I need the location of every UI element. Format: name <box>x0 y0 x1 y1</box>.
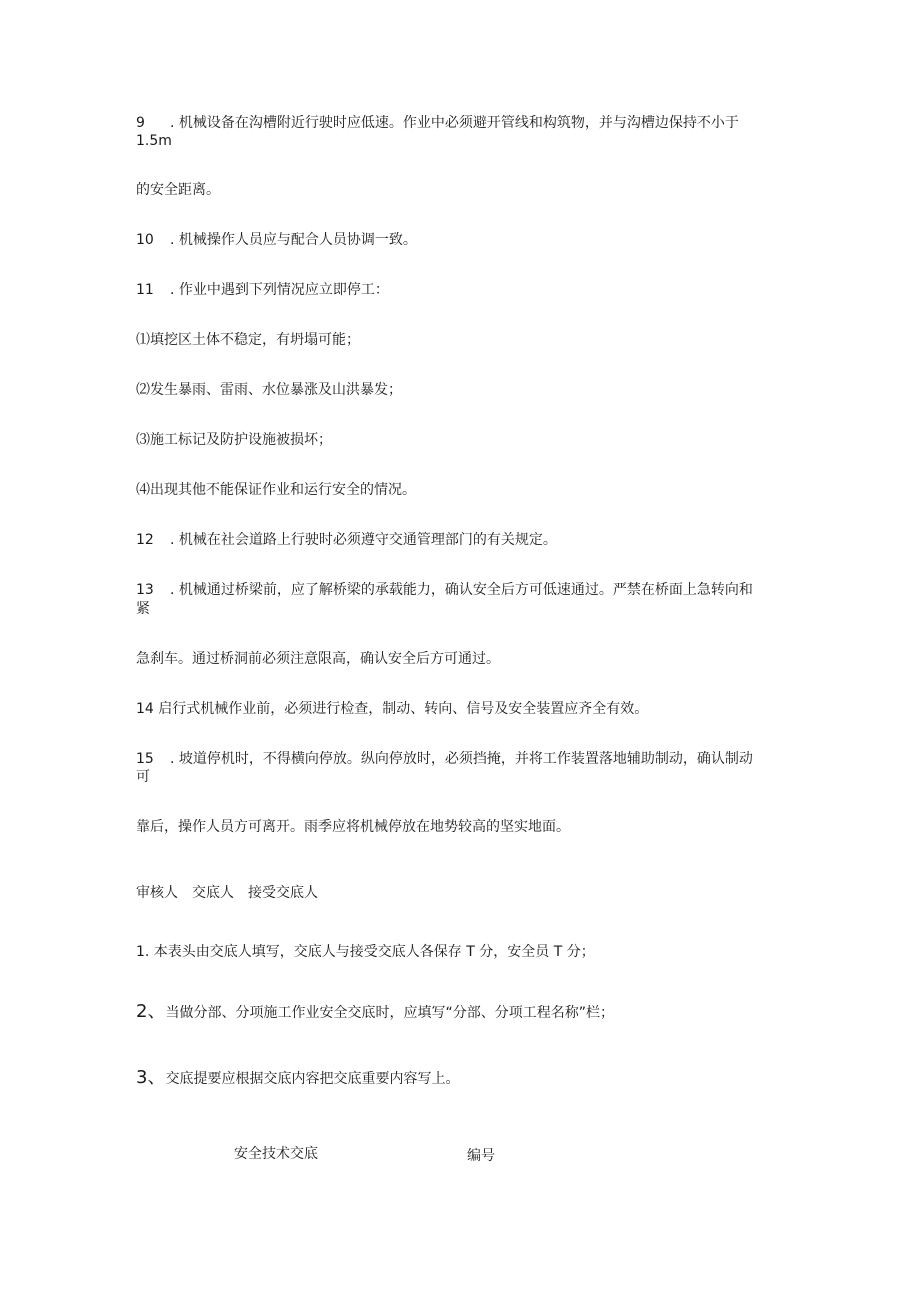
note-1 <box>136 943 595 961</box>
item-text: 可 <box>136 769 150 785</box>
item-12 <box>136 531 557 549</box>
note-2 <box>136 1003 614 1022</box>
form-number-label: 编号 <box>467 1148 495 1164</box>
note-text: 当做分部、分项施工作业安全交底时，应填写“分部、分项工程名称”栏； <box>165 1005 614 1021</box>
item-text: 紧 <box>136 601 150 617</box>
item-15-continuation <box>136 768 150 786</box>
item-number: 9 <box>136 115 145 131</box>
item-text: ⑶施工标记及防护设施被损坏； <box>136 432 332 448</box>
sub-item-3 <box>136 431 332 449</box>
note-3 <box>136 1069 459 1088</box>
item-number: 12 <box>136 532 154 548</box>
note-number: 1. <box>136 944 150 960</box>
item-13 <box>136 581 753 599</box>
signature-text: 审核人 交底人 接受交底人 <box>136 885 318 901</box>
item-13-continuation <box>136 600 150 618</box>
item-9-continuation <box>136 181 220 199</box>
item-text: ⑴填挖区土体不稳定，有坍塌可能； <box>136 332 360 348</box>
sub-item-1 <box>136 331 360 349</box>
item-text: . 坡道停机时，不得横向停放。纵向停放时，必须挡掩，并将工作装置落地辅助制动，确认制动 <box>170 751 753 767</box>
sub-item-2 <box>136 381 402 399</box>
item-text: . 机械在社会道路上行驶时必须遵守交通管理部门的有关规定。 <box>170 532 557 548</box>
item-number: 10 <box>136 232 154 248</box>
item-number: 11 <box>136 282 154 298</box>
item-text: 靠后，操作人员方可离开。雨季应将机械停放在地势较高的坚实地面。 <box>136 819 570 835</box>
signature-labels <box>136 884 318 902</box>
item-text: 的安全距离。 <box>136 182 220 198</box>
note-text: 本表头由交底人填写，交底人与接受交底人各保存 T 分，安全员 T 分； <box>149 944 595 960</box>
note-number: 2、 <box>136 1001 166 1022</box>
sub-item-4 <box>136 481 416 499</box>
item-text: ⑵发生暴雨、雷雨、水位暴涨及山洪暴发； <box>136 382 402 398</box>
item-text: . 作业中遇到下列情况应立即停工： <box>170 282 389 298</box>
note-number: 3、 <box>136 1067 166 1088</box>
item-text: . 机械操作人员应与配合人员协调一致。 <box>170 232 417 248</box>
item-text: ⑷出现其他不能保证作业和运行安全的情况。 <box>136 482 416 498</box>
item-10 <box>136 231 417 249</box>
item-text: 14 启行式机械作业前，必须进行检查，制动、转向、信号及安全装置应齐全有效。 <box>136 701 649 717</box>
item-text: . 机械通过桥梁前，应了解桥梁的承载能力，确认安全后方可低速通过。严禁在桥面上急转向和 <box>170 582 753 598</box>
item-15-continuation <box>136 818 570 836</box>
item-text: 急刹车。通过桥洞前必须注意限高，确认安全后方可通过。 <box>136 651 500 667</box>
form-title: 安全技术交底 <box>234 1146 318 1162</box>
item-9 <box>136 114 739 132</box>
item-15 <box>136 750 753 768</box>
item-9-continuation <box>136 132 172 150</box>
item-text: . 机械设备在沟槽附近行驶时应低速。作业中必须避开管线和构筑物，并与沟槽边保持不小于 <box>170 115 739 131</box>
item-13-continuation <box>136 650 500 668</box>
item-number: 13 <box>136 582 154 598</box>
item-14 <box>136 700 648 718</box>
item-number: 15 <box>136 751 154 767</box>
item-text: 1.5m <box>136 133 172 149</box>
note-text: 交底提要应根据交底内容把交底重要内容写上。 <box>165 1071 460 1087</box>
item-11 <box>136 281 389 299</box>
